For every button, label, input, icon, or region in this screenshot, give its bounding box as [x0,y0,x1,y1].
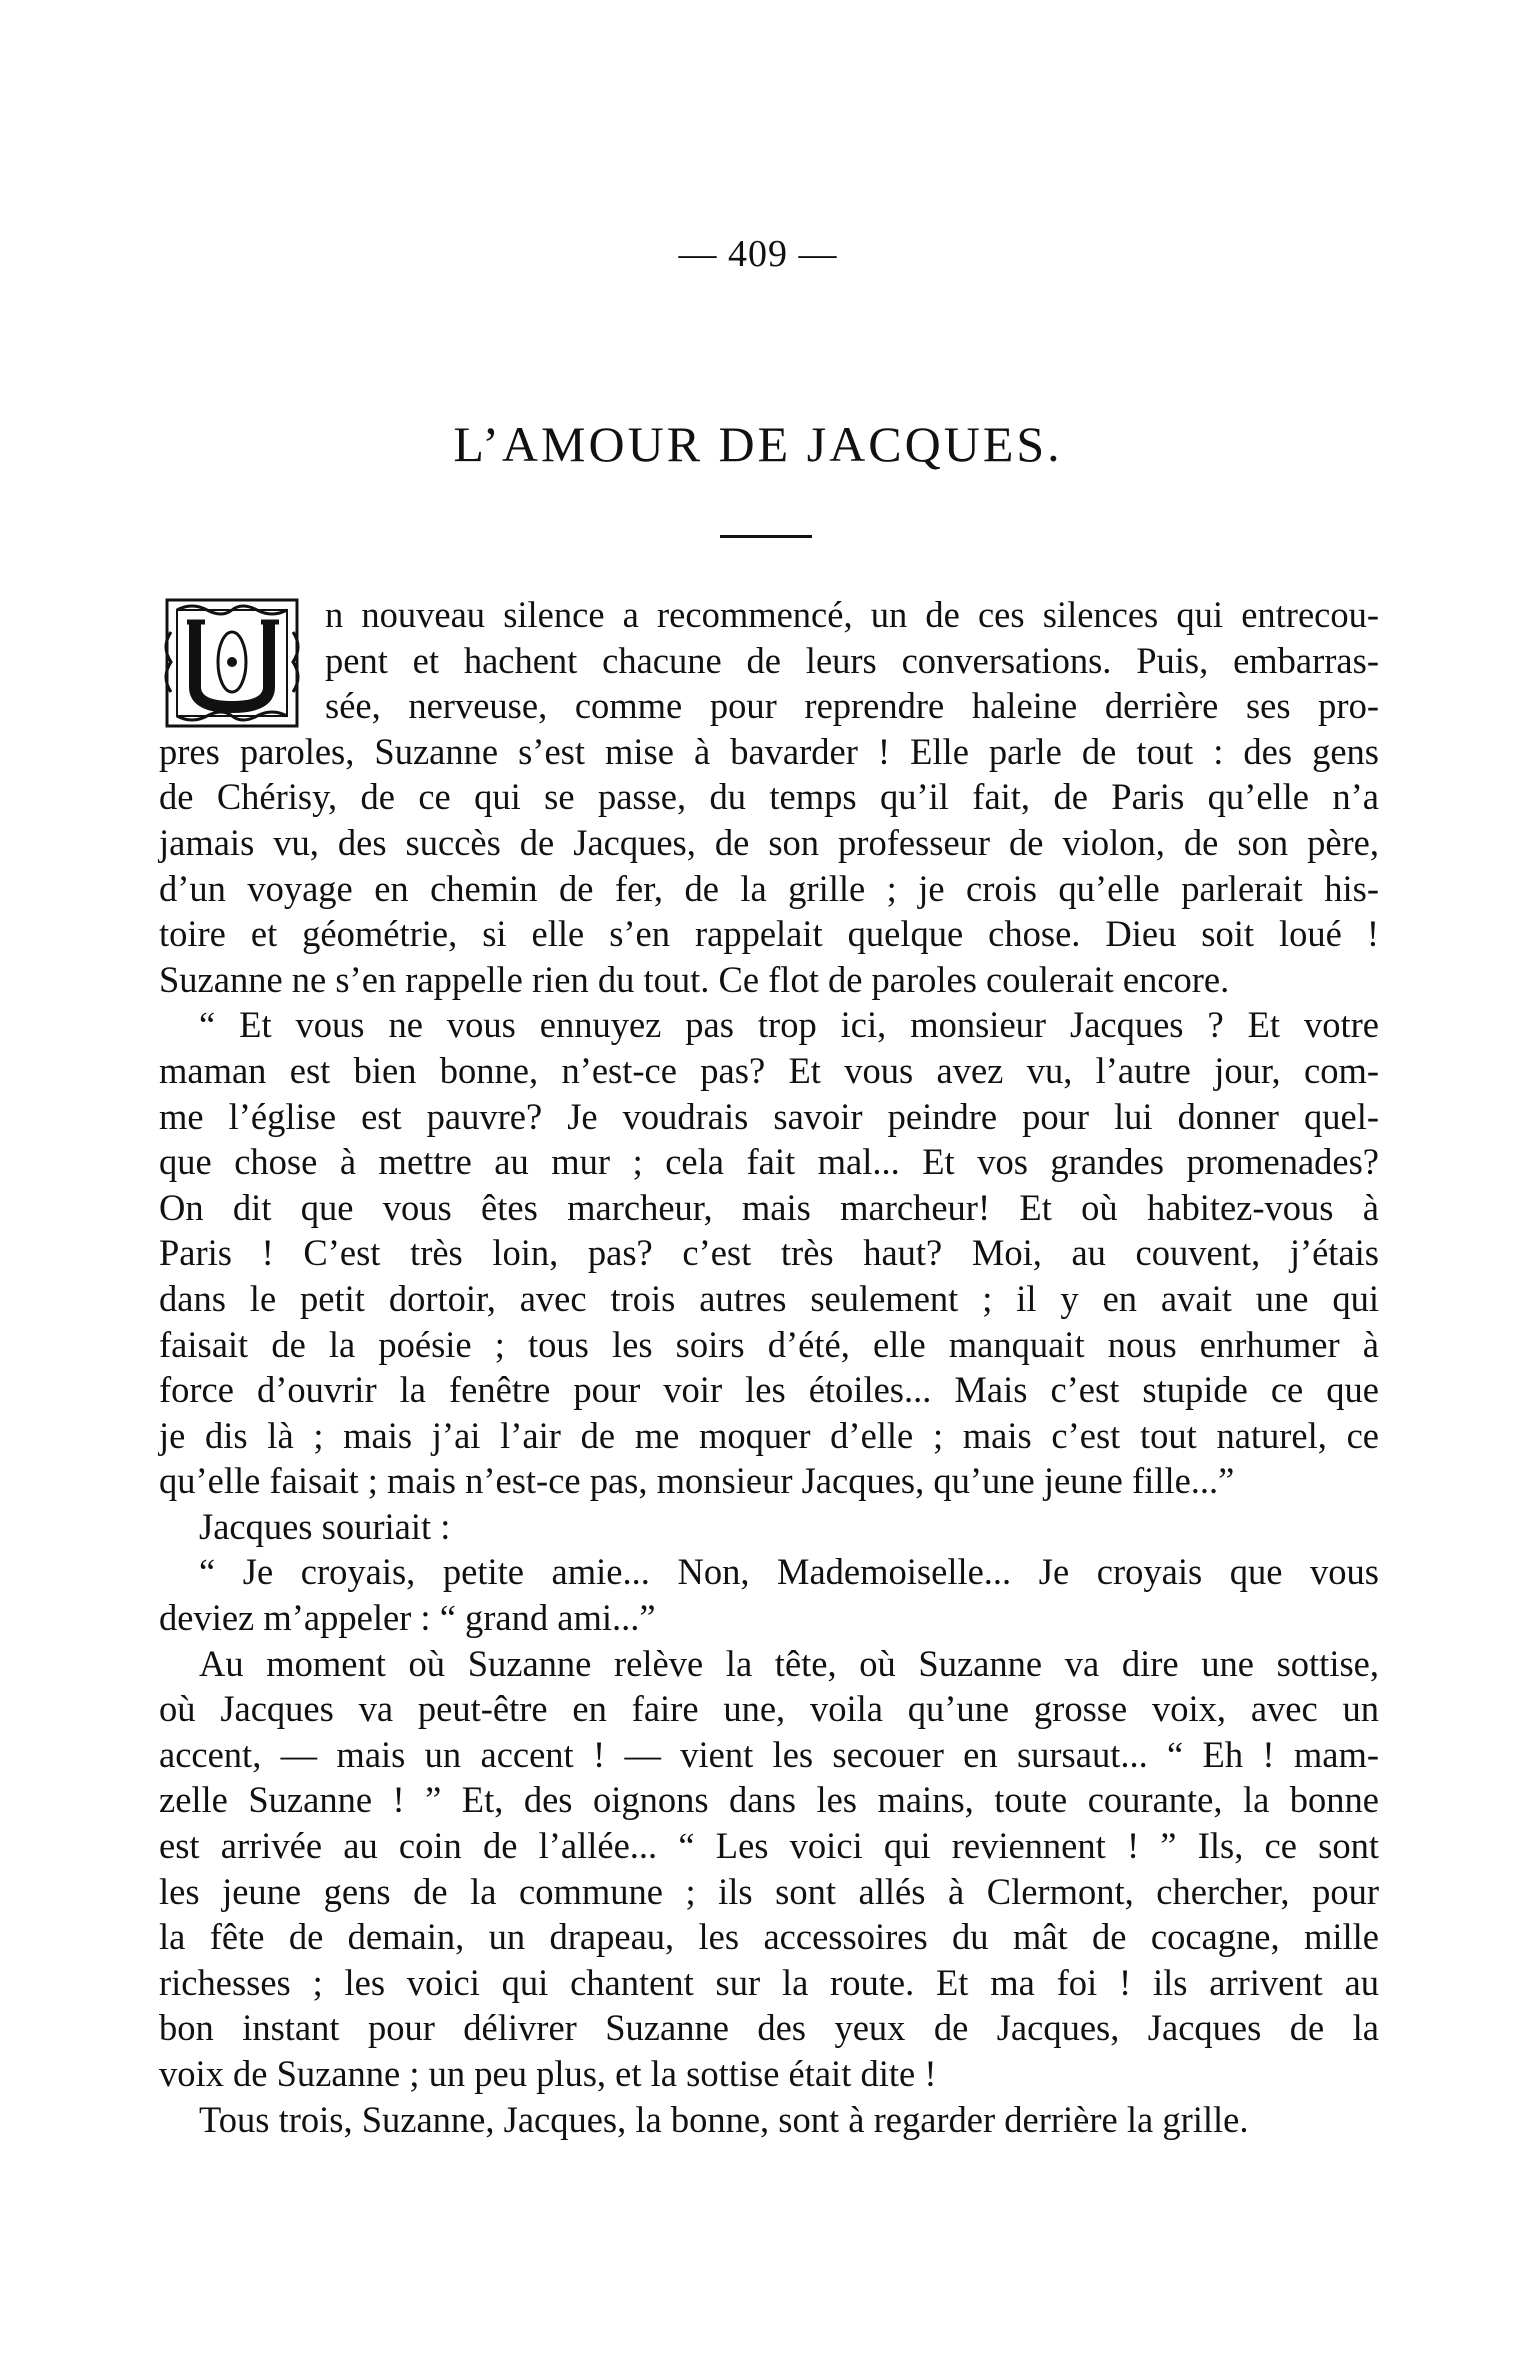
text-line: bon instant pour délivrer Suzanne des yeux de Jacques, Jacques de la [159,2007,1379,2049]
ornamental-initial-icon [157,592,307,734]
text-line: pres paroles, Suzanne s’est mise à bavarder ! Elle parle de tout : des gens [159,730,1379,772]
text-line: d’un voyage en chemin de fer, de la grille ; je crois qu’elle parlerait his- [159,867,1379,909]
text-line: Au moment où Suzanne relève la tête, où Suzanne va dire une sottise, [199,1642,1379,1684]
text-line: Jacques souriait : [199,1505,451,1547]
text-line: dans le petit dortoir, avec trois autres seulement ; il y en avait une qui [159,1277,1379,1319]
lead-lines [325,592,1379,729]
text-line: n nouveau silence a recommencé, un de ces silences qui entrecou- [325,594,1379,635]
text-line: Paris ! C’est très loin, pas? c’est très haut? Moi, au couvent, j’étais [159,1232,1379,1274]
drop-cap [157,592,317,734]
text-line: la fête de demain, un drapeau, les accessoires du mât de cocagne, mille [159,1916,1379,1958]
text-line: où Jacques va peut-être en faire une, voila qu’une grosse voix, avec un [159,1688,1379,1730]
body-text [159,729,1379,2142]
text-line: de Chérisy, de ce qui se passe, du temps qu’il fait, de Paris qu’elle n’a [159,776,1379,818]
text-line: faisait de la poésie ; tous les soirs d’été, elle manquait nous enrhumer à [159,1323,1379,1365]
text-line: toire et géométrie, si elle s’en rappelait quelque chose. Dieu soit loué ! [159,913,1379,955]
title-rule [720,535,812,538]
text-line: qu’elle faisait ; mais n’est-ce pas, monsieur Jacques, qu’une jeune fille...” [159,1460,1235,1502]
text-line: Tous trois, Suzanne, Jacques, la bonne, sont à regarder derrière la grille. [199,2098,1249,2140]
text-line: les jeune gens de la commune ; ils sont allés à Clermont, chercher, pour [159,1870,1379,1912]
text-line: zelle Suzanne ! ” Et, des oignons dans les mains, toute courante, la bonne [159,1779,1379,1821]
text-line: que chose à mettre au mur ; cela fait mal... Et vos grandes promenades? [159,1141,1379,1183]
drop-cap-letter: U [231,672,233,673]
text-line: accent, — mais un accent ! — vient les secouer en sursaut... “ Eh ! mam- [159,1733,1379,1775]
text-line: deviez m’appeler : “ grand ami...” [159,1597,656,1639]
text-line: Suzanne ne s’en rappelle rien du tout. Ce flot de paroles coulerait encore. [159,958,1230,1000]
text-line: me l’église est pauvre? Je voudrais savoir peindre pour lui donner quel- [159,1095,1379,1137]
text-line: voix de Suzanne ; un peu plus, et la sottise était dite ! [159,2053,937,2095]
text-line: “ Et vous ne vous ennuyez pas trop ici, monsieur Jacques ? Et votre [199,1004,1379,1046]
text-line: pent et hachent chacune de leurs conversations. Puis, embarras- [325,639,1379,681]
text-line: maman est bien bonne, n’est-ce pas? Et vous avez vu, l’autre jour, com- [159,1049,1379,1091]
text-line: je dis là ; mais j’ai l’air de me moquer d’elle ; mais c’est tout naturel, ce [159,1414,1379,1456]
text-line: “ Je croyais, petite amie... Non, Mademoiselle... Je croyais que vous [199,1551,1379,1593]
page-number: — 409 — [678,233,838,275]
text-line: force d’ouvrir la fenêtre pour voir les étoiles... Mais c’est stupide ce que [159,1369,1379,1411]
text-line: sée, nerveuse, comme pour reprendre haleine derrière ses pro- [325,685,1379,727]
text-line: On dit que vous êtes marcheur, mais marcheur! Et où habitez-vous à [159,1186,1379,1228]
text-line: jamais vu, des succès de Jacques, de son professeur de violon, de son père, [159,821,1379,863]
text-line: est arrivée au coin de l’allée... “ Les voici qui reviennent ! ” Ils, ce sont [159,1825,1379,1867]
chapter-title: L’AMOUR DE JACQUES. [453,416,1063,472]
text-line: richesses ; les voici qui chantent sur la route. Et ma foi ! ils arrivent au [159,1961,1379,2003]
